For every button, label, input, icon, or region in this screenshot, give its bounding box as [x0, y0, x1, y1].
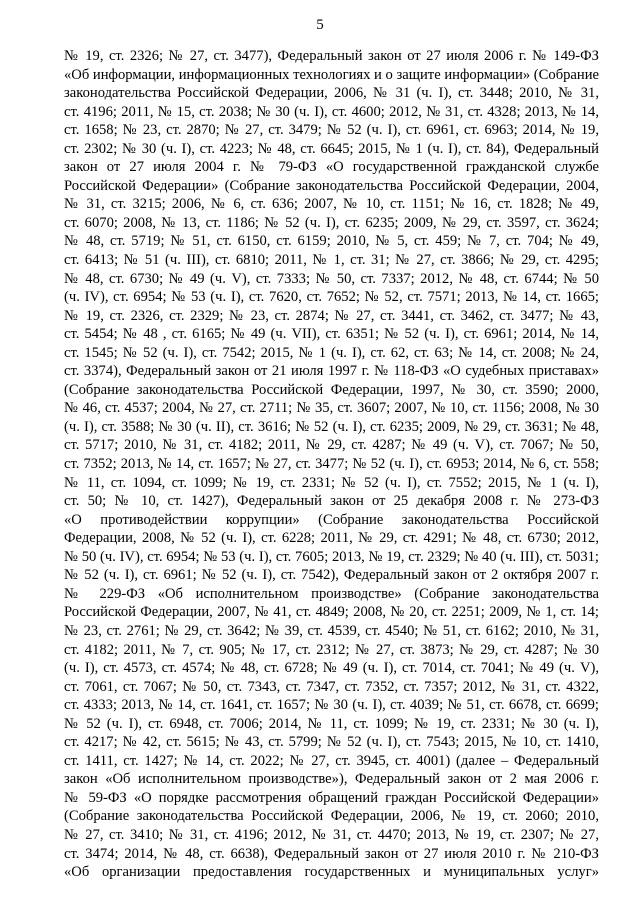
text-line: ст. 7352; 2013, № 14, ст. 1657; № 27, ст. 3477; № 52 (ч. I), ст. 6953; 2014, № 6, ст. 558;: [64, 456, 599, 473]
text-line: ст. 5717; 2010, № 31, ст. 4182; 2011, № 29, ст. 4287; № 49 (ч. V), ст. 7067; № 50,: [64, 437, 599, 454]
text-line: Федерации, 2008, № 52 (ч. I), ст. 6228; 2011, № 29, ст. 4291; № 48, ст. 6730; 2012,: [64, 530, 599, 547]
text-line: № 27, ст. 3410; № 31, ст. 4196; 2012, № 31, ст. 4470; 2013, № 19, ст. 2307; № 27,: [64, 826, 599, 843]
text-line: ст. 3474; 2014, № 48, ст. 6638), Федеральный закон от 27 июля 2010 г. № 210-ФЗ: [64, 845, 599, 862]
text-line: № 48, ст. 6730; № 49 (ч. V), ст. 7333; № 50, ст. 7337; 2012, № 48, ст. 6744; № 50: [64, 270, 599, 287]
text-line: «Об информации, информационных технологиях и о защите информации» (Собрание: [64, 66, 599, 83]
text-line: № 11, ст. 1094, ст. 1099; № 19, ст. 2331; № 52 (ч. I), ст. 7552; 2015, № 1 (ч. I),: [64, 474, 599, 491]
text-line: законодательства Российской Федерации, 2006, № 31 (ч. I), ст. 3448; 2010, № 31,: [64, 85, 599, 102]
text-line: № 19, ст. 2326, ст. 2329; № 23, ст. 2874; № 27, ст. 3441, ст. 3462, ст. 3477; № 43,: [64, 307, 599, 324]
text-line: «О противодействии коррупции» (Собрание законодательства Российской: [64, 511, 599, 528]
text-line: № 46, ст. 4537; 2004, № 27, ст. 2711; № 35, ст. 3607; 2007, № 10, ст. 1156; 2008, № 30: [64, 400, 599, 417]
text-line: № 52 (ч. I), ст. 6961; № 52 (ч. I), ст. 7542), Федеральный закон от 2 октября 2007 г.: [64, 567, 599, 584]
text-line: № 31, ст. 3215; 2006, № 6, ст. 636; 2007, № 10, ст. 1151; № 16, ст. 1828; № 49,: [64, 196, 599, 213]
text-line: № 19, ст. 2326; № 27, ст. 3477), Федеральный закон от 27 июля 2006 г. № 149-ФЗ: [64, 48, 599, 64]
text-line: № 23, ст. 2761; № 29, ст. 3642; № 39, ст. 4539, ст. 4540; № 51, ст. 6162; 2010, № 31,: [64, 622, 599, 639]
text-line: ст. 7061, ст. 7067; № 50, ст. 7343, ст. 7347, ст. 7352, ст. 7357; 2012, № 31, ст. 4322,: [64, 678, 599, 695]
text-line: ст. 4196; 2011, № 15, ст. 2038; № 30 (ч. I), ст. 4600; 2012, № 31, ст. 4328; 2013, № 14,: [64, 103, 599, 120]
text-line: (ч. I), ст. 3588; № 30 (ч. II), ст. 3616; № 52 (ч. I), ст. 6235; 2009, № 29, ст. 3631; № 48,: [64, 418, 599, 435]
text-line: № 229-ФЗ «Об исполнительном производстве» (Собрание законодательства: [64, 585, 599, 602]
text-line: (ч. IV), ст. 6954; № 53 (ч. I), ст. 7620, ст. 7652; № 52, ст. 7571; 2013, № 14, ст. 1665;: [64, 289, 599, 306]
text-line: ст. 4182; 2011, № 7, ст. 905; № 17, ст. 2312; № 27, ст. 3873; № 29, ст. 4287; № 30: [64, 641, 599, 658]
body-text: [64, 47, 599, 882]
text-line: ст. 6070; 2008, № 13, ст. 1186; № 52 (ч. I), ст. 6235; 2009, № 29, ст. 3597, ст. 3624;: [64, 214, 599, 231]
text-line: № 50 (ч. IV), ст. 6954; № 53 (ч. I), ст. 7605; 2013, № 19, ст. 2329; № 40 (ч. III), ст. 5031;: [64, 548, 599, 565]
text-line: ст. 4217; № 42, ст. 5615; № 43, ст. 5799; № 52 (ч. I), ст. 7543; 2015, № 10, ст. 1410,: [64, 734, 599, 751]
text-line: ст. 4333; 2013, № 14, ст. 1641, ст. 1657; № 30 (ч. I), ст. 4039; № 51, ст. 6678, ст. 6699;: [64, 697, 599, 714]
text-line: Российской Федерации, 2007, № 41, ст. 4849; 2008, № 20, ст. 2251; 2009, № 1, ст. 14;: [64, 604, 599, 621]
text-line: ст. 1411, ст. 1427; № 14, ст. 2022; № 27, ст. 3945, ст. 4001) (далее – Федеральный: [64, 752, 599, 769]
text-line: ст. 6413; № 51 (ч. III), ст. 6810; 2011, № 1, ст. 31; № 27, ст. 3866; № 29, ст. 4295;: [64, 252, 599, 269]
text-line: ст. 50; № 10, ст. 1427), Федеральный закон от 25 декабря 2008 г. № 273-ФЗ: [64, 493, 599, 510]
text-line: № 52 (ч. I), ст. 6948, ст. 7006; 2014, № 11, ст. 1099; № 19, ст. 2331; № 30 (ч. I),: [64, 715, 599, 732]
text-line: (Собрание законодательства Российской Федерации, 1997, № 30, ст. 3590; 2000,: [64, 381, 599, 398]
page-number: 5: [316, 17, 324, 33]
text-line: ст. 5454; № 48 , ст. 6165; № 49 (ч. VII), ст. 6351; № 52 (ч. I), ст. 6961; 2014, № 14,: [64, 326, 599, 343]
text-line: ст. 3374), Федеральный закон от 21 июля 1997 г. № 118-ФЗ «О судебных приставах»: [64, 363, 599, 380]
text-line: № 48, ст. 5719; № 51, ст. 6150, ст. 6159; 2010, № 5, ст. 459; № 7, ст. 704; № 49,: [64, 233, 599, 250]
text-line: (ч. I), ст. 4573, ст. 4574; № 48, ст. 6728; № 49 (ч. I), ст. 7014, ст. 7041; № 49 (ч. V),: [64, 660, 599, 677]
text-line: ст. 1658; № 23, ст. 2870; № 27, ст. 3479; № 52 (ч. I), ст. 6961, ст. 6963; 2014, № 19,: [64, 122, 599, 139]
text-line: ст. 2302; № 30 (ч. I), ст. 4223; № 48, ст. 6645; 2015, № 1 (ч. I), ст. 84), Федеральный: [64, 140, 599, 157]
text-line: № 59-ФЗ «О порядке рассмотрения обращений граждан Российской Федерации»: [64, 789, 599, 806]
text-line: закон от 27 июля 2004 г. № 79-ФЗ «О государственной гражданской службе: [64, 159, 599, 176]
text-line: «Об организации предоставления государственных и муниципальных услуг»: [64, 864, 599, 881]
text-line: закон «Об исполнительном производстве»), Федеральный закон от 2 мая 2006 г.: [64, 771, 599, 788]
text-line: Российской Федерации» (Собрание законодательства Российской Федерации, 2004,: [64, 177, 599, 194]
text-line: ст. 1545; № 52 (ч. I), ст. 7542; 2015, № 1 (ч. I), ст. 62, ст. 63; № 14, ст. 2008; № 24,: [64, 344, 599, 361]
text-line: (Собрание законодательства Российской Федерации, 2006, № 19, ст. 2060; 2010,: [64, 808, 599, 825]
